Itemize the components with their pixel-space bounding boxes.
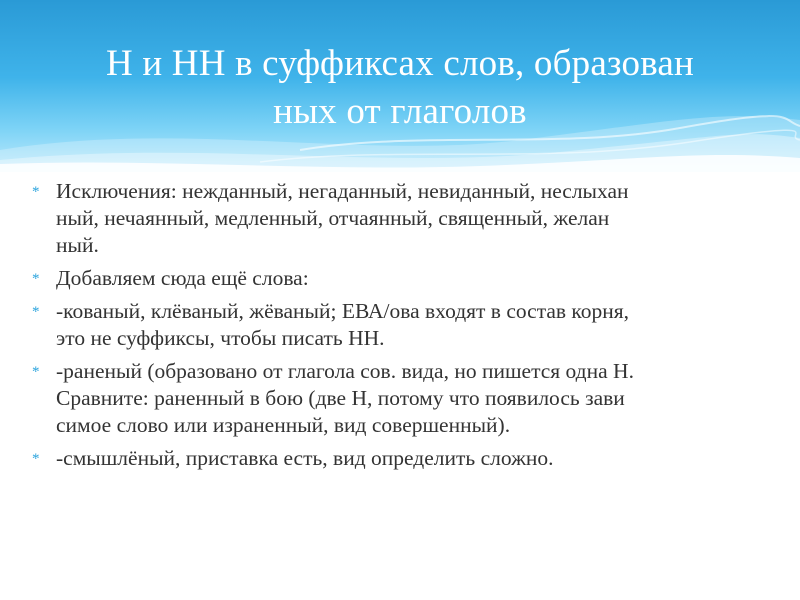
bullet-line: Добавляем сюда ещё слова: — [56, 266, 309, 290]
title-line: ных от глаголов — [273, 91, 527, 132]
bullet-item — [28, 358, 780, 439]
bullet-line: -смышлёный, приставка есть, вид определить сложно. — [56, 446, 554, 470]
bullet-marker: * — [32, 304, 40, 320]
bullet-line: Исключения: нежданный, негаданный, невиданный, неслыхан — [56, 179, 629, 203]
slide-title — [30, 40, 770, 136]
bullet-line: -кованый, клёваный, жёваный; ЕВА/ова входят в состав корня, — [56, 299, 630, 323]
bullet-list — [28, 178, 780, 478]
bullet-line: ный. — [56, 233, 99, 257]
title-line: Н и НН в суффиксах слов, образован — [105, 43, 695, 84]
bullet-item — [28, 178, 780, 259]
bullet-item — [28, 298, 780, 352]
title-banner — [0, 0, 800, 172]
bullet-item — [28, 265, 780, 292]
bullet-line: Сравните: раненный в бою (две Н, потому что появилось зави — [56, 386, 625, 410]
bullet-line: -раненый (образовано от глагола сов. вида, но пишется одна Н. — [56, 359, 634, 383]
bullet-item — [28, 445, 780, 472]
bullet-marker: * — [32, 184, 40, 200]
bullet-line: это не суффиксы, чтобы писать НН. — [56, 326, 385, 350]
bullet-marker: * — [32, 451, 40, 467]
bullet-line: симое слово или израненный, вид совершенный). — [56, 413, 511, 437]
bullet-marker: * — [32, 271, 40, 287]
bullet-line: ный, нечаянный, медленный, отчаянный, священный, желан — [56, 206, 610, 230]
bullet-marker: * — [32, 364, 40, 380]
